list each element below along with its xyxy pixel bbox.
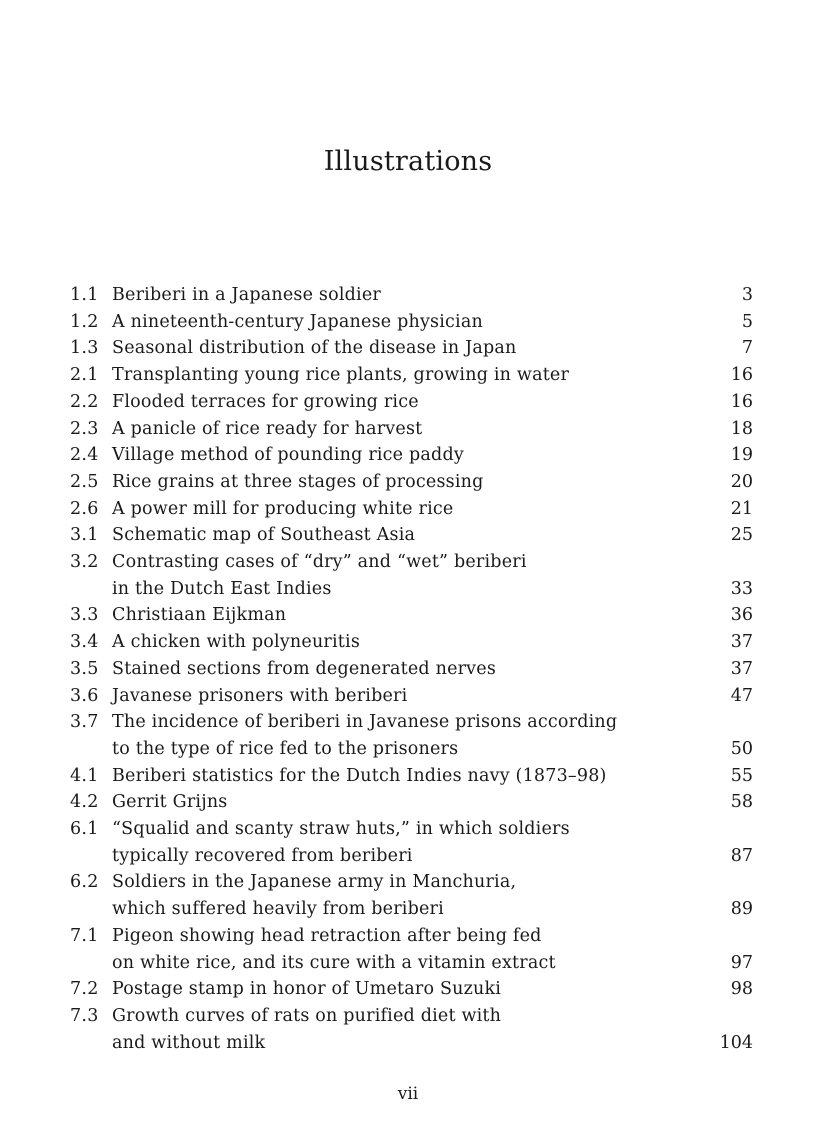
figure-number: 3.1 [70,525,99,546]
figure-number: 1.1 [70,285,99,305]
page-reference: 3 [741,285,753,305]
figure-number: 2.6 [70,498,99,519]
list-item [70,282,753,309]
figure-number: 3.2 [70,552,99,573]
figure-number: 6.1 [70,819,99,840]
page-reference: 20 [730,471,753,492]
figure-title-line: A power mill for producing white rice [112,498,454,519]
page-reference: 87 [730,845,753,866]
figure-title-line: Gerrit Grijns [112,792,228,813]
figure-title-line: Contrasting cases of “dry” and “wet” beriberi [112,552,527,573]
figure-title [112,923,697,976]
figure-title [112,335,697,362]
figure-number: 1.3 [70,338,99,359]
figure-title [112,602,697,629]
figure-title-line: Transplanting young rice plants, growing in water [112,365,570,386]
figure-number: 7.1 [70,925,99,946]
figure-title [112,656,697,683]
figure-number: 3.6 [70,685,99,706]
list-item [70,789,753,816]
figure-title-line: Flooded terraces for growing rice [112,391,419,412]
figure-title-line: A panicle of rice ready for harvest [112,418,423,439]
figure-number: 2.4 [70,445,99,466]
list-item [70,869,753,922]
figure-title [112,416,697,443]
figure-title-line: in the Dutch East Indies [112,578,332,599]
figure-title-line: Rice grains at three stages of processing [112,471,484,492]
figure-number: 2.2 [70,391,99,412]
figure-number: 3.5 [70,658,99,679]
list-item [70,335,753,362]
list-item [70,923,753,976]
page-reference: 37 [730,632,753,653]
figure-number: 3.7 [70,712,99,733]
figure-title [112,549,697,602]
figure-title-line: Beriberi in a Japanese soldier [112,285,381,305]
list-item [70,469,753,496]
page-reference: 7 [741,338,753,359]
figure-title [112,309,697,336]
list-item [70,496,753,523]
figure-title [112,709,697,762]
list-item [70,416,753,443]
figure-title [112,816,697,869]
figure-title [112,496,697,523]
figure-title [112,1003,697,1056]
list-item [70,309,753,336]
figure-number: 2.3 [70,418,99,439]
page-reference: 16 [730,391,753,412]
page-reference: 16 [730,365,753,386]
page-reference: 18 [730,418,753,439]
list-item [70,522,753,549]
figure-number: 3.3 [70,605,99,626]
page-reference: 21 [730,498,753,519]
list-item [70,549,753,602]
page-reference: 5 [741,311,753,332]
list-item [70,389,753,416]
page-reference: 89 [730,899,753,920]
figure-title [112,469,697,496]
figure-title [112,362,697,389]
list-item [70,709,753,762]
figure-number: 1.2 [70,311,99,332]
page-reference: 104 [719,1032,753,1053]
list-item [70,656,753,683]
illustrations-list [70,282,753,1056]
figure-title-line: “Squalid and scanty straw huts,” in which soldiers [112,819,570,840]
page-reference: 25 [730,525,753,546]
page-reference: 98 [730,979,753,1000]
figure-title-line: to the type of rice fed to the prisoners [112,738,459,759]
page-reference: 58 [730,792,753,813]
figure-number: 6.2 [70,872,99,893]
figure-number: 7.2 [70,979,99,1000]
figure-title-line: A nineteenth-century Japanese physician [112,311,483,332]
list-item [70,1003,753,1056]
page-title: Illustrations [323,146,493,177]
figure-number: 2.5 [70,471,99,492]
figure-title-line: which suffered heavily from beriberi [112,899,444,920]
figure-title-line: typically recovered from beriberi [112,845,413,866]
figure-title-line: Growth curves of rats on purified diet with [112,1005,502,1026]
figure-number: 4.1 [70,765,99,786]
figure-title-line: Javanese prisoners with beriberi [112,685,408,706]
page-reference: 36 [730,605,753,626]
figure-title [112,282,697,309]
figure-title-line: Schematic map of Southeast Asia [112,525,416,546]
page-reference: 47 [730,685,753,706]
list-item [70,362,753,389]
figure-title-line: on white rice, and its cure with a vitamin extract [112,952,556,973]
figure-title [112,869,697,922]
page-reference: 33 [730,578,753,599]
figure-title-line: The incidence of beriberi in Javanese prisons according [112,712,618,733]
list-item [70,683,753,710]
figure-number: 3.4 [70,632,99,653]
figure-title [112,522,697,549]
figure-title-line: and without milk [112,1032,266,1053]
figure-number: 2.1 [70,365,99,386]
figure-title [112,976,697,1003]
figure-title-line: A chicken with polyneuritis [112,632,360,653]
page-reference: 55 [730,765,753,786]
figure-title-line: Village method of pounding rice paddy [112,445,464,466]
figure-title-line: Postage stamp in honor of Umetaro Suzuki [112,979,502,1000]
list-item [70,629,753,656]
figure-title-line: Seasonal distribution of the disease in Japan [112,338,517,359]
list-item [70,763,753,790]
figure-title [112,683,697,710]
figure-title-line: Beriberi statistics for the Dutch Indies navy (1873–98) [112,765,607,786]
page-reference: 50 [730,738,753,759]
figure-number: 4.2 [70,792,99,813]
figure-title-line: Soldiers in the Japanese army in Manchuria, [112,872,517,893]
page-reference: 97 [730,952,753,973]
list-item [70,442,753,469]
figure-title [112,629,697,656]
list-item [70,976,753,1003]
figure-number: 7.3 [70,1005,99,1026]
figure-title [112,442,697,469]
figure-title [112,389,697,416]
list-item [70,602,753,629]
figure-title-line: Pigeon showing head retraction after being fed [112,925,542,946]
list-item [70,816,753,869]
figure-title [112,789,697,816]
figure-title [112,763,697,790]
figure-title-line: Stained sections from degenerated nerves [112,658,497,679]
page-reference: 19 [730,445,753,466]
page-reference: 37 [730,658,753,679]
figure-title-line: Christiaan Eijkman [112,605,287,626]
page-number: vii [397,1084,419,1104]
